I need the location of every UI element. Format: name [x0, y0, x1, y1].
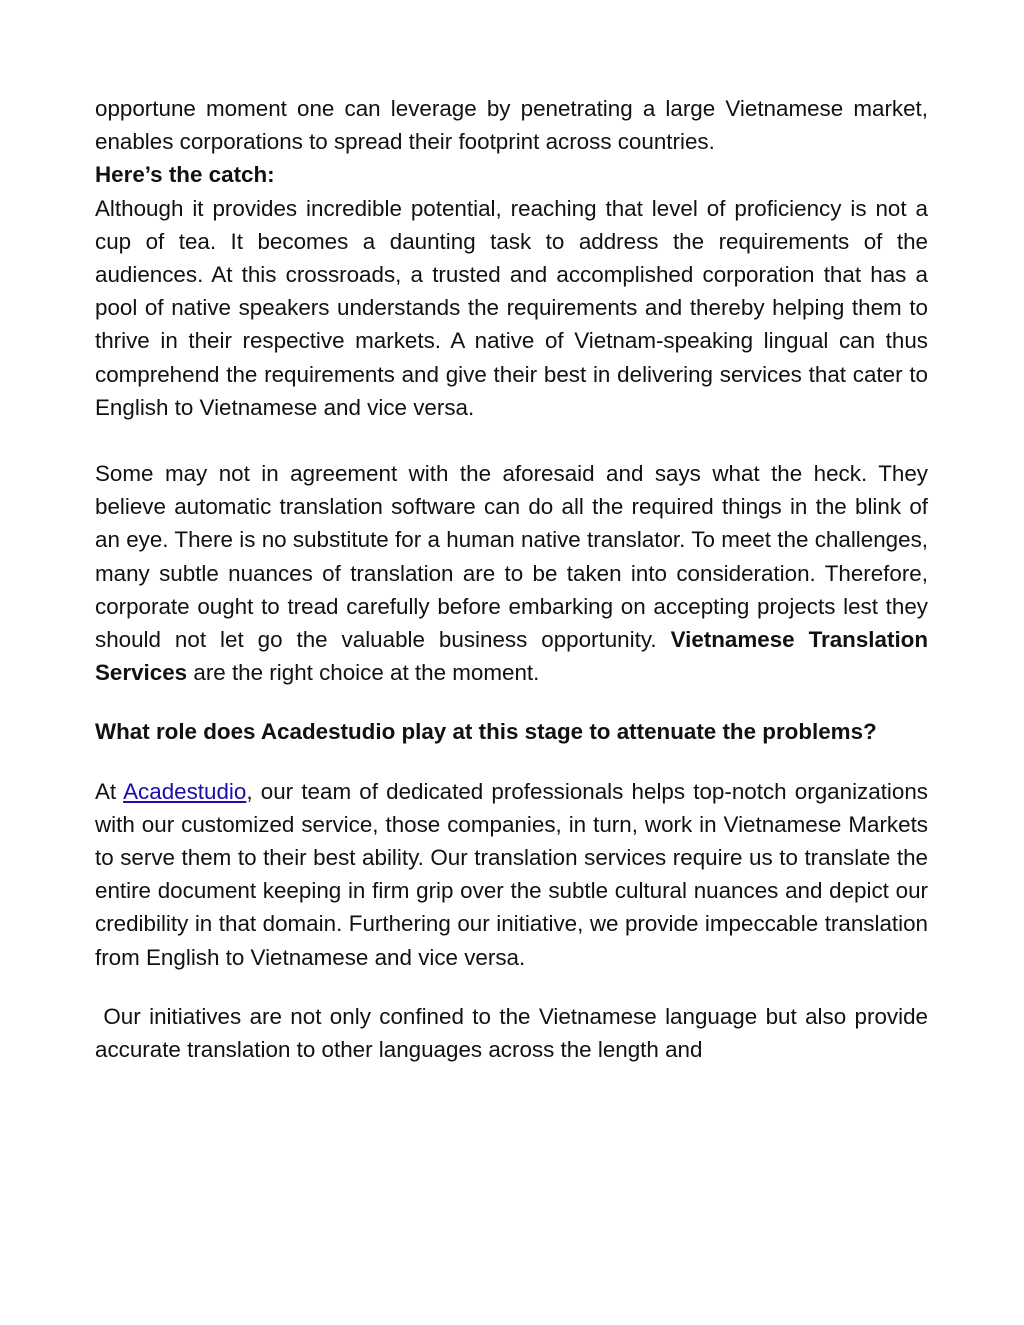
vietnamese-translation-services-text: Vietnamese Translation Services	[95, 627, 929, 686]
acadestudio-text: , our team of dedicated professionals helps top-notch organizations with our customized service, those companies, in turn, work in Vietnamese Markets to serve them to their best ability. Our translation services require us to translate the entire document keeping in firm grip over the subtle cultural nuances and depict our credibility in that domain. Furthering our initiative, we provide impeccable translation from English to Vietnamese and vice versa.	[95, 778, 928, 970]
paragraph-spacer	[95, 689, 928, 715]
blank-line	[95, 424, 928, 457]
agreement-text-end: are the right choice at the moment.	[193, 660, 540, 686]
role-heading: What role does Acadestudio play at this stage to attenuate the problems?	[95, 719, 877, 745]
intro-paragraph: opportune moment one can leverage by penetrating a large Vietnamese market, enables corporations to spread their footprint across countries.	[95, 96, 928, 155]
initiatives-paragraph: Our initiatives are not only confined to the Vietnamese language but also provide accurate translation to other languages across the length and	[95, 1003, 935, 1063]
paragraph-spacer	[95, 749, 928, 775]
acadestudio-link[interactable]: Acadestudio	[123, 778, 247, 804]
acadestudio-paragraph	[95, 775, 928, 974]
catch-paragraph: Although it provides incredible potential, reaching that level of proficiency is not a cup of tea. It becomes a daunting task to address the requirements of the audiences. At this crossroads, a trusted and accomplished corporation that has a pool of native speakers understands the requirements and thereby helping them to thrive in their respective markets. A native of Vietnam-speaking lingual can thus comprehend the requirements and give their best in delivering services that cater to English to Vietnamese and vice versa.	[95, 195, 928, 420]
paragraph-spacer	[95, 974, 928, 1000]
catch-heading: Here’s the catch:	[95, 162, 275, 188]
agreement-text: Some may not in agreement with the aforesaid and says what the heck. They believe automatic translation software can do all the required things in the blink of an eye. There is no substitute for a human native translator. To meet the challenges, many subtle nuances of translation are to be taken into consideration. Therefore, corporate ought to tread carefully before embarking on accepting projects lest they should not let go the valuable business opportunity.	[95, 461, 928, 653]
document-page	[95, 92, 935, 1066]
agreement-paragraph	[95, 457, 928, 689]
acadestudio-text-start: At	[95, 778, 117, 804]
